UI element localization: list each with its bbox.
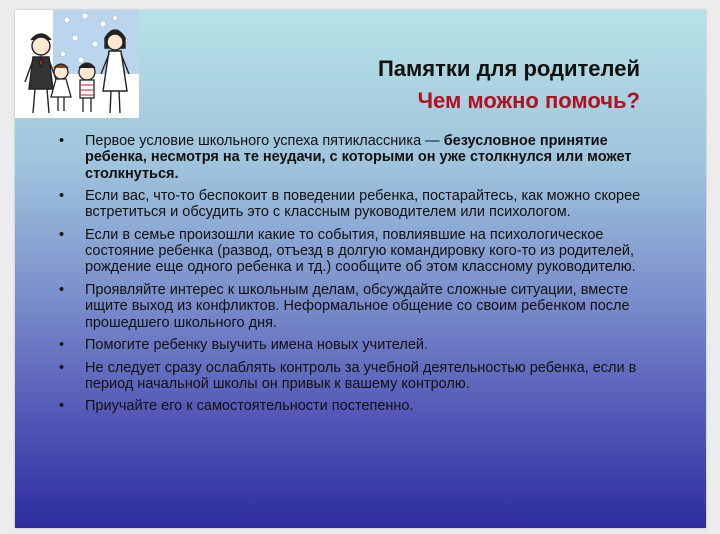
item-text-bold: безусловное принятие ребенка, несмотря на те неудачи, с которыми он уже столкнулся или может столкнуться. bbox=[85, 133, 632, 182]
item-text: Проявляйте интерес к школьным делам, обсуждайте сложные ситуации, вместе ищите выход из конфликтов. Неформальное общение со своим ребенком после прошедшего школьного дня. bbox=[85, 281, 630, 331]
list-item bbox=[57, 337, 669, 353]
list-item bbox=[57, 282, 669, 331]
list-item bbox=[57, 360, 669, 393]
item-text: Если вас, что-то беспокоит в поведении ребенка, постарайтесь, как можно скорее встретиться и обсудить это с классным руководителем или психологом. bbox=[85, 188, 641, 221]
item-text: Помогите ребенку выучить имена новых учителей. bbox=[85, 337, 429, 354]
list-item bbox=[57, 227, 669, 276]
page-title: Памятки для родителей bbox=[377, 56, 640, 81]
list-item bbox=[57, 133, 669, 182]
list-item bbox=[57, 188, 669, 221]
item-text: Приучайте его к самостоятельности постепенно. bbox=[85, 398, 414, 415]
page-subtitle: Чем можно помочь? bbox=[417, 88, 640, 113]
item-text: Если в семье произошли какие то события, повлиявшие на психологическое состояние ребенка (развод, отъезд в долгую командировку кого-то из родителей, рождение еще одного ребенка и тд.) сообщите об этом классному руководителю. bbox=[85, 226, 636, 276]
advice-list bbox=[57, 133, 669, 421]
family-drawing-icon bbox=[15, 10, 139, 118]
item-text: Не следует сразу ослаблять контроль за учебной деятельностью ребенка, если в период начальной школы он привык к вашему контролю. bbox=[85, 359, 637, 392]
slide bbox=[15, 10, 706, 528]
list-item bbox=[57, 398, 669, 414]
item-text: Первое условие школьного успеха пятиклассника — bbox=[85, 133, 444, 149]
